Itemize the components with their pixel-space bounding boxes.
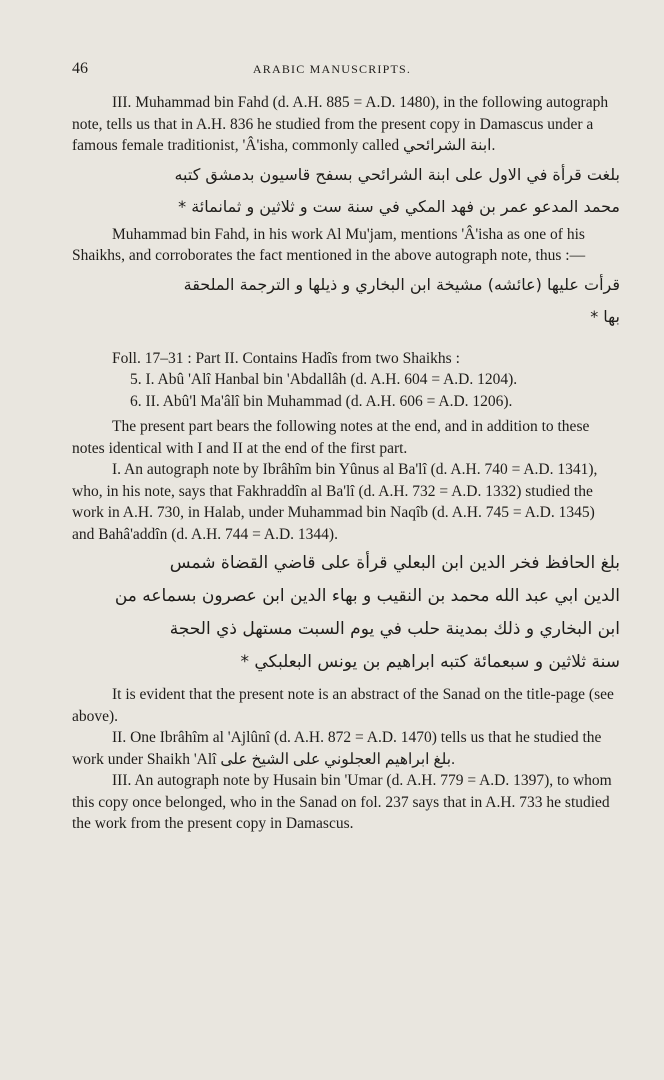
running-title: ARABIC MANUSCRIPTS. (252, 62, 412, 76)
page-number: 46 (72, 60, 88, 77)
hadis-item: 5. I. Abû 'Alî Hanbal bin 'Abdallâh (d. A.H. 604 = A.D. 1204). (130, 371, 518, 388)
arabic-quote-line-3b: بها * (590, 306, 620, 326)
part-ii-heading: Foll. 17–31 : Part II. Contains Hadîs from two Shaikhs : (112, 349, 460, 367)
page-body (72, 92, 620, 835)
mujam-paragraph: Muhammad bin Fahd, in his work Al Mu'jam, mentions 'Â'isha as one of his Shaikhs, and corroborates the fact mentioned in the above autograph note, thus :— (72, 225, 586, 264)
note-iii-paragraph: III. An autograph note by Husain bin 'Umar (d. A.H. 779 = A.D. 1397), to whom this copy once belonged, who in the Sanad on fol. 237 says that in A.H. 733 he studied the work from the present copy in Damascus. (72, 772, 612, 832)
page-header (0, 60, 664, 82)
arabic-note-line: سنة ثلاثين و سبعمائة كتبه ابراهيم بن يونس البعلبكي * (240, 652, 620, 672)
note-ii-paragraph: II. One Ibrâhîm al 'Ajlûnî (d. A.H. 872 = A.D. 1470) tells us that he studied the work under Shaikh 'Alî بلغ ابراهيم العجلوني على الشيخ على. (72, 729, 602, 768)
part-ii-paragraph: The present part bears the following notes at the end, and in addition to these notes identical with I and II at the end of the first part. (72, 418, 590, 457)
arabic-note-line: ابن البخاري و ذلك بمدينة حلب في يوم السبت مستهل ذي الحجة (169, 619, 620, 639)
note-i-paragraph: I. An autograph note by Ibrâhîm bin Yûnus al Ba'lî (d. A.H. 740 = A.D. 1341), who, in his note, says that Fakhraddîn al Ba'lî (d. A.H. 732 = A.D. 1332) studied the work in A.H. 730, in Halab, under Muhammad bin Naqîb (d. A.H. 745 = A.D. 1345) and Bahâ'addîn (d. A.H. 744 = A.D. 1344). (72, 461, 598, 543)
arabic-quote-line-2: محمد المدعو عمر بن فهد المكي في سنة ست و ثلاثين و ثمانمائة * (178, 196, 620, 216)
section-iii-paragraph: III. Muhammad bin Fahd (d. A.H. 885 = A.D. 1480), in the following autograph note, tells us that in A.H. 836 he studied from the present copy in Damascus under a famous female traditionist, 'Â'isha, commonly called ابنة الشرائحي. (72, 94, 609, 154)
arabic-quote-line-1: بلغت قرأة في الاول على ابنة الشرائحي بسفح قاسيون بدمشق كتبه (174, 164, 620, 184)
hadis-item: 6. II. Abû'l Ma'âlî bin Muhammad (d. A.H. 606 = A.D. 1206). (130, 392, 513, 410)
arabic-note-line: الدين ابي عبد الله محمد بن النقيب و بهاء الدين ابن عصرون بسماعه من (114, 586, 620, 606)
arabic-quote-line-3: قرأت عليها (عائشه) مشيخة ابن البخاري و ذيلها و الترجمة الملحقة (183, 274, 620, 294)
arabic-note-line: بلغ الحافظ فخر الدين ابن البعلي قرأة على قاضي القضاة شمس (169, 553, 620, 573)
sanad-paragraph: It is evident that the present note is an abstract of the Sanad on the title-page (see above). (72, 686, 614, 725)
